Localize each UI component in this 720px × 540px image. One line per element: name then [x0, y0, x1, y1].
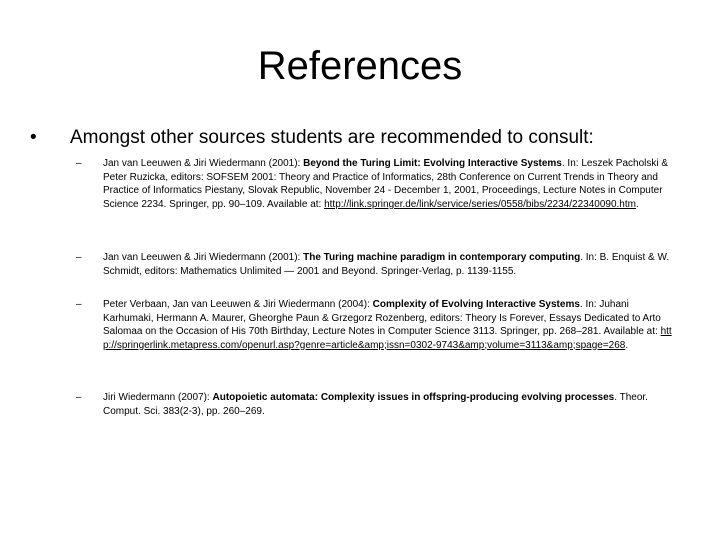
- reference-authors: Jan van Leeuwen & Jiri Wiedermann (2001):: [103, 158, 304, 169]
- reference-link[interactable]: http://springerlink.metapress.com/openurl.asp?genre=article&amp;issn=0302-9743&amp;volume=3113&amp;spage=268: [103, 326, 672, 351]
- bullet-point: [30, 126, 690, 150]
- dash-icon: –: [76, 158, 82, 169]
- reference-authors: Jiri Wiedermann (2007):: [103, 392, 213, 403]
- reference-item: [103, 298, 673, 352]
- reference-title: Beyond the Turing Limit: Evolving Interactive Systems: [303, 158, 562, 169]
- reference-link[interactable]: http://link.springer.de/link/service/series/0558/bibs/2234/22340090.htm: [324, 198, 636, 210]
- reference-title: Autopoietic automata: Complexity issues in offspring-producing evolving processes: [212, 392, 615, 403]
- reference-details: . Theor. Comput. Sci. 383(2-3), pp. 260–269.: [103, 392, 648, 417]
- reference-details: . In: Juhani Karhumaki, Hermann A. Maurer, Gheorghe Paun & Grzegorz Rozenberg, editors: Theory Is Forever, Essays Dedicated to Arto Salomaa on the Occasion of His 70th Birthday, Lecture Notes in Computer Science 3113. Springer, pp. 268–281. Available at:: [103, 299, 661, 337]
- bullet-icon: •: [30, 127, 37, 148]
- reference-authors: Jan van Leeuwen & Jiri Wiedermann (2001):: [103, 252, 304, 263]
- reference-details: . In: B. Enquist & W. Schmidt, editors: Mathematics Unlimited — 2001 and Beyond. Springer-Verlag, p. 1139-1155.: [103, 252, 670, 277]
- reference-end: .: [635, 198, 639, 210]
- bullet-text: Amongst other sources students are recommended to consult:: [70, 127, 594, 148]
- reference-item: [103, 391, 673, 418]
- reference-details: . In: Leszek Pacholski & Peter Ruzicka, editors: SOFSEM 2001: Theory and Practice of Informatics, 28th Conference on Current Trends in Theory and Practice of Informatics Piestany, Slovak Republic, November 24 - December 1, 2001, Proceedings, Lecture Notes in Computer Science 2234. Springer, pp. 90–109. Available at:: [103, 158, 669, 210]
- reference-title: Complexity of Evolving Interactive Systems: [372, 299, 580, 310]
- reference-item: [103, 251, 673, 278]
- reference-item: [103, 157, 673, 211]
- dash-icon: –: [76, 299, 82, 310]
- slide-title: References: [257, 44, 463, 88]
- reference-end: .: [625, 339, 629, 351]
- dash-icon: –: [76, 252, 82, 263]
- reference-authors: Peter Verbaan, Jan van Leeuwen & Jiri Wiedermann (2004):: [103, 299, 373, 310]
- reference-title: The Turing machine paradigm in contemporary computing: [303, 252, 581, 263]
- dash-icon: –: [76, 392, 82, 403]
